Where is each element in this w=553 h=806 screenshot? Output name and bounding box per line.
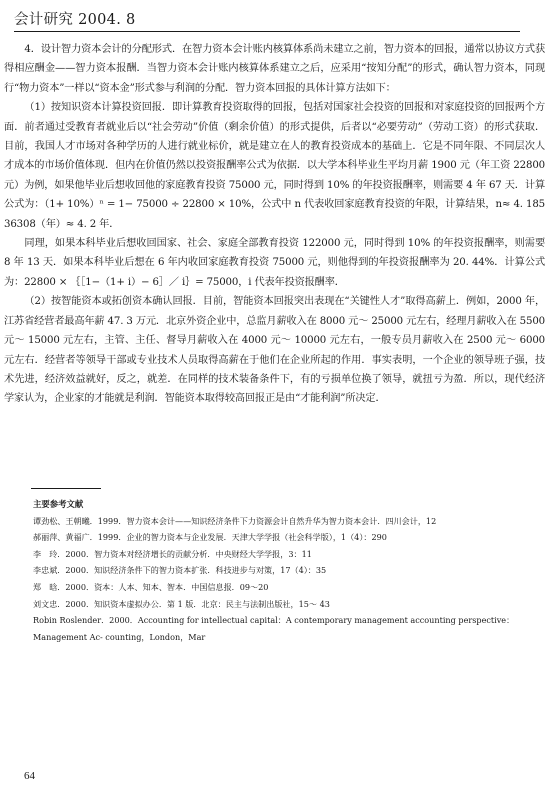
reference-item: 谭劲松、王朝曦．1999．智力资本会计——知识经济条件下力资源会计自然升华为智力资本会计．四川会计，12	[33, 515, 437, 526]
reference-item: 郝丽萍、黄福广．1999．企业的智力资本与企业发展．天津大学学报（社会科学版），1（4）：290	[33, 532, 387, 543]
page-number: 64	[24, 770, 35, 782]
reference-item: Robin Roslender．2000．Accounting for intellectual capital：A contemporary management accounting perspective：Management Ac- counting，London，Mar	[33, 615, 515, 642]
references-title: 主要参考文献	[33, 499, 84, 509]
body-paragraph: （2）按智能资本或拓创资本确认回报．目前，智能资本回报突出表现在“关键性人才”取得高薪上．例如，2000 年，江苏省经营者最高年薪 47. 3 万元．北京外资企业中，总监月薪收入在 8000 元～ 25000 元左右，经理月薪收入在 5500 元～ 15000 元左右，主管、主任、督导月薪收入在 4000 元～ 10000 元左右，一般专员月薪收入在 2500 元～ 6000 元左右．经营者等领导干部或专业技术人员取得高薪在于他们在企业所起的作用．事实表明，一个企业的领导班子强，技术先进，经济效益就好，反之，就差．在同样的技术装备条件下，有的亏损单位换了领导，就扭亏为盈．所以，现代经济学家认为，企业家的才能就是利润．智能资本取得较高回报正是由“才能利润”所决定．	[4, 296, 545, 405]
reference-item: 李忠斌．2000．知识经济条件下的智力资本扩张．科技进步与对策，17（4）：35	[33, 565, 327, 576]
journal-header: 会计研究 2004. 8	[14, 12, 136, 28]
body-paragraph: 4．设计智力资本会计的分配形式．在智力资本会计账内核算体系尚未建立之前，智力资本的回报，通常以协议方式获得相应酬金——智力资本报酬．当智力资本会计账内核算体系建立之后，应采用“按知分配”的形式，确认智力资本，同现行“物力资本”一样以“资本金”形式参与利润的分配．智力资本回报的具体计算方法如下：	[4, 44, 545, 94]
header-divider	[14, 31, 520, 32]
references-section	[33, 496, 543, 645]
body-paragraph: （1）按知识资本计算投资回报．即计算教育投资取得的回报，包括对国家社会投资的回报和对家庭投资的回报两个方面．前者通过受教育者就业后以“社会劳动”价值（剩余价值）的形式提供，后者以“必要劳动”（劳动工资）的形式获取．目前，我国人才市场对各种学历的人进行就业标价，就是建立在人的教育投资成本的基础上．它是不同年限、不同层次人才成本的市场价值体现．但内在价值仍然以投资报酬率公式为依据．以大学本科毕业生平均月薪 1900 元（年工资 22800 元）为例，如果他毕业后想收回他的家庭教育投资 75000 元，同时得到 10% 的年投资报酬率，则需要 4 年 67 天．计算公式为：（1+ 10%）ⁿ = 1− 75000 ÷ 22800 × 10%，公式中 n 代表收回家庭教育投资的年限，计算结果，n≈ 4. 18536308（年）≈ 4. 2 年．	[4, 102, 545, 230]
body-paragraph: 同理，如果本科毕业后想收回国家、社会、家庭全部教育投资 122000 元，同时得到 10% 的年投资报酬率，则需要 8 年 13 天．如果本科毕业后想在 6 年内收回家庭教育投资 75000 元，则他得到的年投资报酬率为 20. 44%．计算公式为：22800 × ｛［1−（1+ i）− 6］／ i｝= 75000，i 代表年投资报酬率．	[4, 238, 545, 288]
reference-item: 刘文忠．2000．知识资本虚拟办公．第 1 版．北京：民主与法制出版社，15～ 43	[33, 598, 330, 609]
article-body	[4, 40, 545, 409]
references-divider	[31, 488, 101, 489]
reference-item: 李 玲．2000．智力资本对经济增长的贡献分析．中央财经大学学报，3：11	[33, 548, 312, 559]
reference-item: 郑 晗．2000．资本：人本、知本、智本．中国信息报．09～20	[33, 581, 269, 592]
